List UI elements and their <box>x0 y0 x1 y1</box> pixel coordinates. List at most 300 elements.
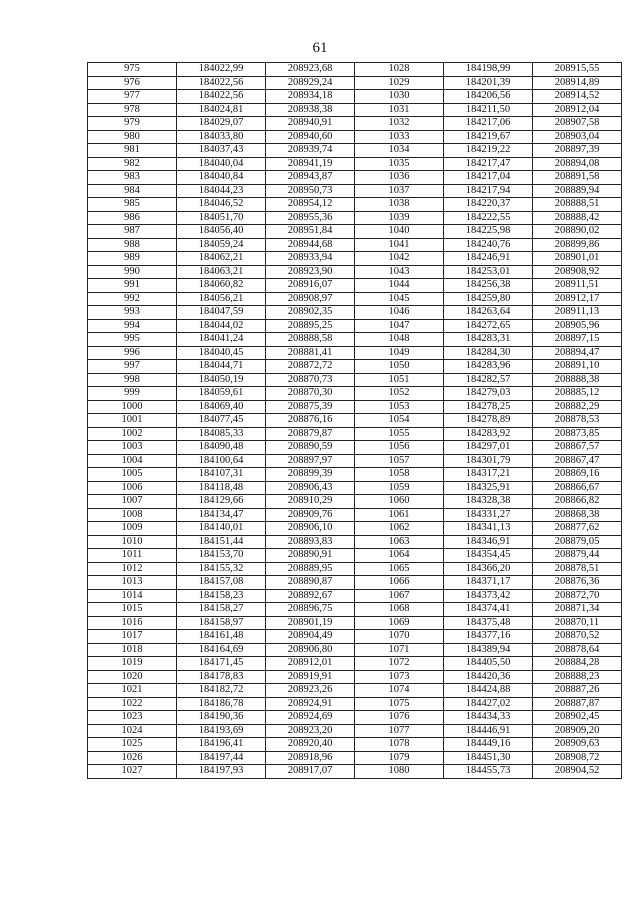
x-coordinate-cell: 184046,52 <box>177 198 266 212</box>
x-coordinate-cell: 184240,76 <box>444 238 533 252</box>
point-number-cell: 1003 <box>88 441 177 455</box>
x-coordinate-cell: 184059,24 <box>177 238 266 252</box>
point-number-cell: 1014 <box>88 589 177 603</box>
y-coordinate-cell: 208916,07 <box>266 279 355 293</box>
y-coordinate-cell: 208871,34 <box>533 603 622 617</box>
x-coordinate-cell: 184129,66 <box>177 495 266 509</box>
x-coordinate-cell: 184263,64 <box>444 306 533 320</box>
table-row <box>88 454 622 468</box>
table-row <box>88 751 622 765</box>
table-row <box>88 360 622 374</box>
x-coordinate-cell: 184256,38 <box>444 279 533 293</box>
point-number-cell: 1049 <box>355 346 444 360</box>
point-number-cell: 1018 <box>88 643 177 657</box>
x-coordinate-cell: 184217,04 <box>444 171 533 185</box>
point-number-cell: 988 <box>88 238 177 252</box>
point-number-cell: 1054 <box>355 414 444 428</box>
x-coordinate-cell: 184217,06 <box>444 117 533 131</box>
y-coordinate-cell: 208912,04 <box>533 103 622 117</box>
point-number-cell: 979 <box>88 117 177 131</box>
point-number-cell: 1067 <box>355 589 444 603</box>
table-row <box>88 211 622 225</box>
table-row <box>88 657 622 671</box>
x-coordinate-cell: 184253,01 <box>444 265 533 279</box>
point-number-cell: 1071 <box>355 643 444 657</box>
point-number-cell: 1001 <box>88 414 177 428</box>
table-row <box>88 130 622 144</box>
y-coordinate-cell: 208890,02 <box>533 225 622 239</box>
y-coordinate-cell: 208924,91 <box>266 697 355 711</box>
y-coordinate-cell: 208929,24 <box>266 76 355 90</box>
y-coordinate-cell: 208893,83 <box>266 535 355 549</box>
x-coordinate-cell: 184206,56 <box>444 90 533 104</box>
x-coordinate-cell: 184219,22 <box>444 144 533 158</box>
y-coordinate-cell: 208906,10 <box>266 522 355 536</box>
x-coordinate-cell: 184297,01 <box>444 441 533 455</box>
y-coordinate-cell: 208892,67 <box>266 589 355 603</box>
y-coordinate-cell: 208903,04 <box>533 130 622 144</box>
coordinates-table <box>87 62 622 779</box>
y-coordinate-cell: 208873,85 <box>533 427 622 441</box>
x-coordinate-cell: 184069,40 <box>177 400 266 414</box>
x-coordinate-cell: 184085,33 <box>177 427 266 441</box>
table-row <box>88 306 622 320</box>
y-coordinate-cell: 208889,94 <box>533 184 622 198</box>
x-coordinate-cell: 184063,21 <box>177 265 266 279</box>
table-row <box>88 576 622 590</box>
y-coordinate-cell: 208869,16 <box>533 468 622 482</box>
y-coordinate-cell: 208938,38 <box>266 103 355 117</box>
x-coordinate-cell: 184056,21 <box>177 292 266 306</box>
y-coordinate-cell: 208918,96 <box>266 751 355 765</box>
x-coordinate-cell: 184158,23 <box>177 589 266 603</box>
y-coordinate-cell: 208888,23 <box>533 670 622 684</box>
point-number-cell: 1047 <box>355 319 444 333</box>
y-coordinate-cell: 208895,25 <box>266 319 355 333</box>
x-coordinate-cell: 184155,32 <box>177 562 266 576</box>
table-row <box>88 427 622 441</box>
x-coordinate-cell: 184040,84 <box>177 171 266 185</box>
x-coordinate-cell: 184375,48 <box>444 616 533 630</box>
y-coordinate-cell: 208879,05 <box>533 535 622 549</box>
point-number-cell: 1015 <box>88 603 177 617</box>
y-coordinate-cell: 208909,63 <box>533 738 622 752</box>
y-coordinate-cell: 208951,84 <box>266 225 355 239</box>
x-coordinate-cell: 184190,36 <box>177 711 266 725</box>
x-coordinate-cell: 184059,61 <box>177 387 266 401</box>
y-coordinate-cell: 208872,70 <box>533 589 622 603</box>
table-row <box>88 117 622 131</box>
y-coordinate-cell: 208904,52 <box>533 765 622 779</box>
y-coordinate-cell: 208891,10 <box>533 360 622 374</box>
x-coordinate-cell: 184060,82 <box>177 279 266 293</box>
table-row <box>88 481 622 495</box>
x-coordinate-cell: 184389,94 <box>444 643 533 657</box>
y-coordinate-cell: 208924,69 <box>266 711 355 725</box>
y-coordinate-cell: 208877,62 <box>533 522 622 536</box>
y-coordinate-cell: 208881,41 <box>266 346 355 360</box>
point-number-cell: 1035 <box>355 157 444 171</box>
point-number-cell: 1032 <box>355 117 444 131</box>
x-coordinate-cell: 184044,02 <box>177 319 266 333</box>
point-number-cell: 1040 <box>355 225 444 239</box>
point-number-cell: 1046 <box>355 306 444 320</box>
y-coordinate-cell: 208914,89 <box>533 76 622 90</box>
y-coordinate-cell: 208876,16 <box>266 414 355 428</box>
point-number-cell: 1065 <box>355 562 444 576</box>
y-coordinate-cell: 208882,29 <box>533 400 622 414</box>
y-coordinate-cell: 208890,91 <box>266 549 355 563</box>
x-coordinate-cell: 184029,07 <box>177 117 266 131</box>
x-coordinate-cell: 184040,45 <box>177 346 266 360</box>
x-coordinate-cell: 184301,79 <box>444 454 533 468</box>
x-coordinate-cell: 184197,93 <box>177 765 266 779</box>
table-row <box>88 562 622 576</box>
x-coordinate-cell: 184201,39 <box>444 76 533 90</box>
point-number-cell: 975 <box>88 63 177 77</box>
x-coordinate-cell: 184222,55 <box>444 211 533 225</box>
point-number-cell: 994 <box>88 319 177 333</box>
x-coordinate-cell: 184090,48 <box>177 441 266 455</box>
x-coordinate-cell: 184449,16 <box>444 738 533 752</box>
point-number-cell: 1043 <box>355 265 444 279</box>
point-number-cell: 1021 <box>88 684 177 698</box>
x-coordinate-cell: 184157,08 <box>177 576 266 590</box>
x-coordinate-cell: 184197,44 <box>177 751 266 765</box>
y-coordinate-cell: 208867,57 <box>533 441 622 455</box>
point-number-cell: 1061 <box>355 508 444 522</box>
x-coordinate-cell: 184134,47 <box>177 508 266 522</box>
table-row <box>88 670 622 684</box>
y-coordinate-cell: 208923,20 <box>266 724 355 738</box>
point-number-cell: 1033 <box>355 130 444 144</box>
point-number-cell: 1013 <box>88 576 177 590</box>
point-number-cell: 992 <box>88 292 177 306</box>
point-number-cell: 990 <box>88 265 177 279</box>
y-coordinate-cell: 208867,47 <box>533 454 622 468</box>
table-row <box>88 414 622 428</box>
y-coordinate-cell: 208943,87 <box>266 171 355 185</box>
point-number-cell: 993 <box>88 306 177 320</box>
x-coordinate-cell: 184051,70 <box>177 211 266 225</box>
table-row <box>88 346 622 360</box>
x-coordinate-cell: 184331,27 <box>444 508 533 522</box>
table-row <box>88 508 622 522</box>
y-coordinate-cell: 208923,68 <box>266 63 355 77</box>
table-row <box>88 333 622 347</box>
x-coordinate-cell: 184178,83 <box>177 670 266 684</box>
x-coordinate-cell: 184341,13 <box>444 522 533 536</box>
y-coordinate-cell: 208923,90 <box>266 265 355 279</box>
table-row <box>88 468 622 482</box>
y-coordinate-cell: 208906,43 <box>266 481 355 495</box>
y-coordinate-cell: 208944,68 <box>266 238 355 252</box>
x-coordinate-cell: 184022,56 <box>177 76 266 90</box>
point-number-cell: 1017 <box>88 630 177 644</box>
y-coordinate-cell: 208878,64 <box>533 643 622 657</box>
table-row <box>88 76 622 90</box>
x-coordinate-cell: 184022,99 <box>177 63 266 77</box>
x-coordinate-cell: 184446,91 <box>444 724 533 738</box>
y-coordinate-cell: 208879,87 <box>266 427 355 441</box>
point-number-cell: 1034 <box>355 144 444 158</box>
point-number-cell: 1037 <box>355 184 444 198</box>
x-coordinate-cell: 184219,67 <box>444 130 533 144</box>
y-coordinate-cell: 208905,96 <box>533 319 622 333</box>
x-coordinate-cell: 184118,48 <box>177 481 266 495</box>
y-coordinate-cell: 208954,12 <box>266 198 355 212</box>
point-number-cell: 1044 <box>355 279 444 293</box>
y-coordinate-cell: 208912,17 <box>533 292 622 306</box>
y-coordinate-cell: 208879,44 <box>533 549 622 563</box>
x-coordinate-cell: 184158,97 <box>177 616 266 630</box>
table-row <box>88 603 622 617</box>
y-coordinate-cell: 208901,19 <box>266 616 355 630</box>
y-coordinate-cell: 208894,47 <box>533 346 622 360</box>
y-coordinate-cell: 208934,18 <box>266 90 355 104</box>
point-number-cell: 997 <box>88 360 177 374</box>
point-number-cell: 1077 <box>355 724 444 738</box>
y-coordinate-cell: 208910,29 <box>266 495 355 509</box>
y-coordinate-cell: 208878,53 <box>533 414 622 428</box>
y-coordinate-cell: 208872,72 <box>266 360 355 374</box>
table-row <box>88 400 622 414</box>
x-coordinate-cell: 184044,71 <box>177 360 266 374</box>
x-coordinate-cell: 184056,40 <box>177 225 266 239</box>
table-row <box>88 549 622 563</box>
point-number-cell: 998 <box>88 373 177 387</box>
table-row <box>88 441 622 455</box>
point-number-cell: 977 <box>88 90 177 104</box>
y-coordinate-cell: 208909,20 <box>533 724 622 738</box>
point-number-cell: 1058 <box>355 468 444 482</box>
point-number-cell: 1002 <box>88 427 177 441</box>
x-coordinate-cell: 184371,17 <box>444 576 533 590</box>
y-coordinate-cell: 208875,39 <box>266 400 355 414</box>
point-number-cell: 1022 <box>88 697 177 711</box>
x-coordinate-cell: 184434,33 <box>444 711 533 725</box>
x-coordinate-cell: 184158,27 <box>177 603 266 617</box>
y-coordinate-cell: 208933,94 <box>266 252 355 266</box>
x-coordinate-cell: 184196,41 <box>177 738 266 752</box>
x-coordinate-cell: 184107,31 <box>177 468 266 482</box>
point-number-cell: 1060 <box>355 495 444 509</box>
y-coordinate-cell: 208908,97 <box>266 292 355 306</box>
x-coordinate-cell: 184047,59 <box>177 306 266 320</box>
table-row <box>88 387 622 401</box>
point-number-cell: 991 <box>88 279 177 293</box>
table-row <box>88 103 622 117</box>
y-coordinate-cell: 208896,75 <box>266 603 355 617</box>
y-coordinate-cell: 208868,38 <box>533 508 622 522</box>
point-number-cell: 1062 <box>355 522 444 536</box>
table-row <box>88 157 622 171</box>
x-coordinate-cell: 184062,21 <box>177 252 266 266</box>
table-row <box>88 589 622 603</box>
table-row <box>88 184 622 198</box>
point-number-cell: 1023 <box>88 711 177 725</box>
table-row <box>88 697 622 711</box>
x-coordinate-cell: 184354,45 <box>444 549 533 563</box>
point-number-cell: 1079 <box>355 751 444 765</box>
point-number-cell: 1031 <box>355 103 444 117</box>
x-coordinate-cell: 184246,91 <box>444 252 533 266</box>
point-number-cell: 1052 <box>355 387 444 401</box>
y-coordinate-cell: 208890,59 <box>266 441 355 455</box>
x-coordinate-cell: 184278,89 <box>444 414 533 428</box>
y-coordinate-cell: 208866,67 <box>533 481 622 495</box>
x-coordinate-cell: 184278,25 <box>444 400 533 414</box>
table-row <box>88 319 622 333</box>
point-number-cell: 987 <box>88 225 177 239</box>
x-coordinate-cell: 184427,02 <box>444 697 533 711</box>
point-number-cell: 1072 <box>355 657 444 671</box>
y-coordinate-cell: 208899,39 <box>266 468 355 482</box>
y-coordinate-cell: 208923,26 <box>266 684 355 698</box>
table-row <box>88 535 622 549</box>
x-coordinate-cell: 184140,01 <box>177 522 266 536</box>
point-number-cell: 1059 <box>355 481 444 495</box>
table-row <box>88 616 622 630</box>
point-number-cell: 1006 <box>88 481 177 495</box>
point-number-cell: 1045 <box>355 292 444 306</box>
y-coordinate-cell: 208911,13 <box>533 306 622 320</box>
x-coordinate-cell: 184211,50 <box>444 103 533 117</box>
x-coordinate-cell: 184217,47 <box>444 157 533 171</box>
table-row <box>88 279 622 293</box>
y-coordinate-cell: 208885,12 <box>533 387 622 401</box>
point-number-cell: 1068 <box>355 603 444 617</box>
table-row <box>88 495 622 509</box>
table-row <box>88 724 622 738</box>
point-number-cell: 1029 <box>355 76 444 90</box>
x-coordinate-cell: 184186,78 <box>177 697 266 711</box>
y-coordinate-cell: 208940,91 <box>266 117 355 131</box>
y-coordinate-cell: 208920,40 <box>266 738 355 752</box>
point-number-cell: 1025 <box>88 738 177 752</box>
x-coordinate-cell: 184272,65 <box>444 319 533 333</box>
y-coordinate-cell: 208909,76 <box>266 508 355 522</box>
point-number-cell: 1063 <box>355 535 444 549</box>
point-number-cell: 983 <box>88 171 177 185</box>
x-coordinate-cell: 184153,70 <box>177 549 266 563</box>
x-coordinate-cell: 184377,16 <box>444 630 533 644</box>
x-coordinate-cell: 184346,91 <box>444 535 533 549</box>
y-coordinate-cell: 208884,28 <box>533 657 622 671</box>
x-coordinate-cell: 184283,96 <box>444 360 533 374</box>
table-row <box>88 373 622 387</box>
x-coordinate-cell: 184328,38 <box>444 495 533 509</box>
x-coordinate-cell: 184374,41 <box>444 603 533 617</box>
point-number-cell: 980 <box>88 130 177 144</box>
y-coordinate-cell: 208908,92 <box>533 265 622 279</box>
point-number-cell: 1027 <box>88 765 177 779</box>
x-coordinate-cell: 184284,30 <box>444 346 533 360</box>
point-number-cell: 1024 <box>88 724 177 738</box>
y-coordinate-cell: 208955,36 <box>266 211 355 225</box>
y-coordinate-cell: 208914,52 <box>533 90 622 104</box>
x-coordinate-cell: 184325,91 <box>444 481 533 495</box>
x-coordinate-cell: 184366,20 <box>444 562 533 576</box>
y-coordinate-cell: 208897,39 <box>533 144 622 158</box>
point-number-cell: 1038 <box>355 198 444 212</box>
point-number-cell: 986 <box>88 211 177 225</box>
y-coordinate-cell: 208908,72 <box>533 751 622 765</box>
table-row <box>88 171 622 185</box>
point-number-cell: 1053 <box>355 400 444 414</box>
y-coordinate-cell: 208950,73 <box>266 184 355 198</box>
y-coordinate-cell: 208870,73 <box>266 373 355 387</box>
point-number-cell: 1009 <box>88 522 177 536</box>
point-number-cell: 1048 <box>355 333 444 347</box>
x-coordinate-cell: 184151,44 <box>177 535 266 549</box>
point-number-cell: 1019 <box>88 657 177 671</box>
point-number-cell: 1080 <box>355 765 444 779</box>
y-coordinate-cell: 208889,95 <box>266 562 355 576</box>
y-coordinate-cell: 208939,74 <box>266 144 355 158</box>
table-row <box>88 252 622 266</box>
table-row <box>88 225 622 239</box>
point-number-cell: 989 <box>88 252 177 266</box>
x-coordinate-cell: 184022,56 <box>177 90 266 104</box>
point-number-cell: 1004 <box>88 454 177 468</box>
x-coordinate-cell: 184041,24 <box>177 333 266 347</box>
point-number-cell: 1028 <box>355 63 444 77</box>
x-coordinate-cell: 184182,72 <box>177 684 266 698</box>
point-number-cell: 1041 <box>355 238 444 252</box>
table-row <box>88 90 622 104</box>
point-number-cell: 1066 <box>355 576 444 590</box>
y-coordinate-cell: 208888,38 <box>533 373 622 387</box>
x-coordinate-cell: 184283,31 <box>444 333 533 347</box>
x-coordinate-cell: 184455,73 <box>444 765 533 779</box>
x-coordinate-cell: 184040,04 <box>177 157 266 171</box>
x-coordinate-cell: 184024,81 <box>177 103 266 117</box>
y-coordinate-cell: 208917,07 <box>266 765 355 779</box>
point-number-cell: 1076 <box>355 711 444 725</box>
point-number-cell: 978 <box>88 103 177 117</box>
y-coordinate-cell: 208907,58 <box>533 117 622 131</box>
y-coordinate-cell: 208906,80 <box>266 643 355 657</box>
table-row <box>88 684 622 698</box>
y-coordinate-cell: 208888,58 <box>266 333 355 347</box>
y-coordinate-cell: 208901,01 <box>533 252 622 266</box>
point-number-cell: 1016 <box>88 616 177 630</box>
point-number-cell: 1056 <box>355 441 444 455</box>
table-row <box>88 292 622 306</box>
point-number-cell: 1042 <box>355 252 444 266</box>
y-coordinate-cell: 208891,58 <box>533 171 622 185</box>
point-number-cell: 985 <box>88 198 177 212</box>
x-coordinate-cell: 184424,88 <box>444 684 533 698</box>
point-number-cell: 1030 <box>355 90 444 104</box>
point-number-cell: 996 <box>88 346 177 360</box>
y-coordinate-cell: 208870,52 <box>533 630 622 644</box>
coordinates-table-body <box>88 63 622 779</box>
y-coordinate-cell: 208887,26 <box>533 684 622 698</box>
point-number-cell: 976 <box>88 76 177 90</box>
point-number-cell: 999 <box>88 387 177 401</box>
x-coordinate-cell: 184033,80 <box>177 130 266 144</box>
table-row <box>88 738 622 752</box>
table-row <box>88 711 622 725</box>
point-number-cell: 1055 <box>355 427 444 441</box>
x-coordinate-cell: 184077,45 <box>177 414 266 428</box>
y-coordinate-cell: 208915,55 <box>533 63 622 77</box>
x-coordinate-cell: 184282,57 <box>444 373 533 387</box>
y-coordinate-cell: 208876,36 <box>533 576 622 590</box>
x-coordinate-cell: 184161,48 <box>177 630 266 644</box>
